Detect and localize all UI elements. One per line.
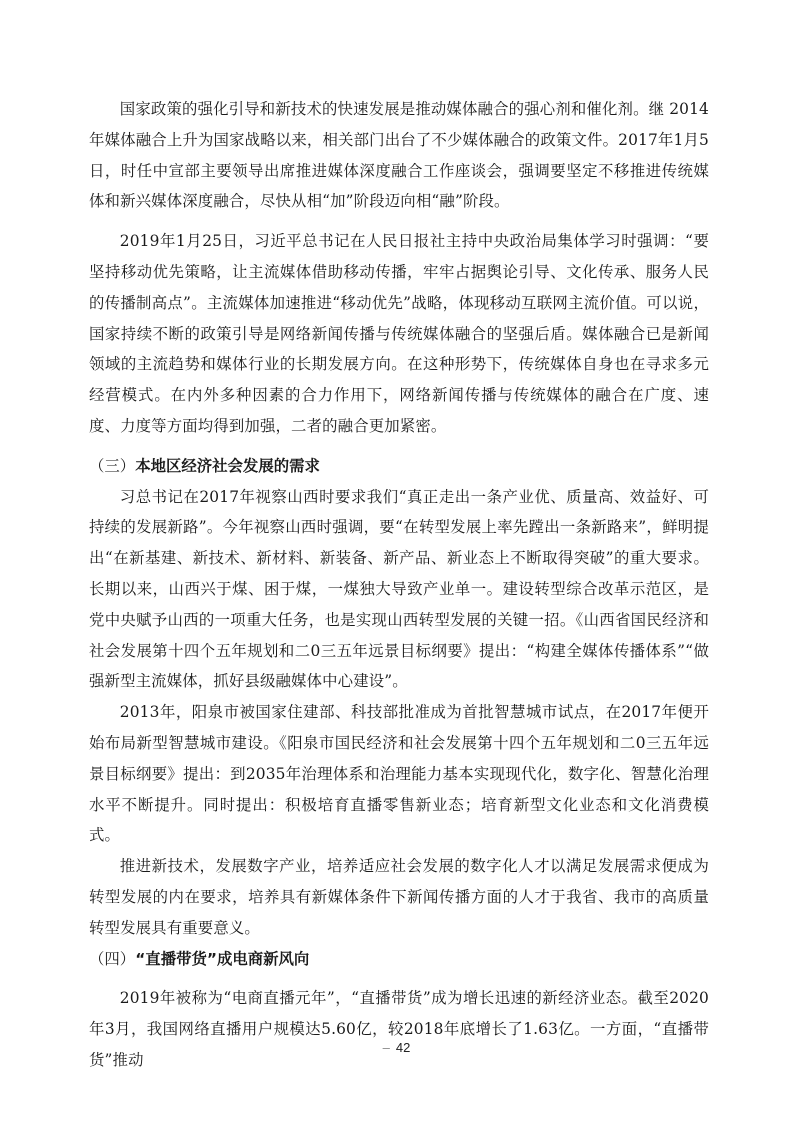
paragraph: 2019年1月25日，习近平总书记在人民日报社主持中央政治局集体学习时强调：“要坚持移动优先策略，让主流媒体借助移动传播，牢牢占据舆论引导、文化传承、服务人民的传播制高点”。主流媒体加速推进“移动优先”战略，体现移动互联网主流价值。可以说，国家持续不断的政策引导是网络新闻传播与传统媒体融合的坚强后盾。媒体融合已是新闻领域的主流趋势和媒体行业的长期发展方向。在这种形势下，传统媒体自身也在寻求多元经营模式。在内外多种因素的合力作用下，网络新闻传播与传统媒体的融合在广度、速度、力度等方面均得到加强，二者的融合更加紧密。 [89,232,709,435]
page-number-dash: – [382,1040,390,1055]
paragraph-gap [89,974,709,983]
section-heading-4 [89,944,709,975]
document-body [89,94,709,1076]
paragraph-gap [89,217,709,226]
section-number: （四） [89,949,136,968]
page-number: 42 [395,1040,411,1055]
section-title: “直播带货”成电商新风向 [135,949,310,968]
paragraph: 推进新技术，发展数字产业，培养适应社会发展的数字化人才以满足发展需求便成为转型发展的内在要求，培养具有新媒体条件下新闻传播方面的人才于我省、我市的高质量转型发展具有重要意义。 [89,857,709,937]
paragraph: 2013年，阳泉市被国家住建部、科技部批准成为首批智慧城市试点，在2017年便开始布局新型智慧城市建设。《阳泉市国民经济和社会发展第十四个五年规划和二0三五年远景目标纲要》提出：到2035年治理体系和治理能力基本实现现代化，数字化、智慧化治理水平不断提升。同时提出：积极培育直播零售新业态；培育新型文化业态和文化消费模式。 [89,703,709,845]
paragraph-gap [89,442,709,451]
section-heading-3 [89,451,709,482]
paragraph: 习总书记在2017年视察山西时要求我们“真正走出一条产业优、质量高、效益好、可持续的发展新路”。今年视察山西时强调，要“在转型发展上率先蹚出一条新路来”，鲜明提出“在新基建、新技术、新材料、新装备、新产品、新业态上不断取得突破”的重大要求。长期以来，山西兴于煤、困于煤，一煤独大导致产业单一。建设转型综合改革示范区，是党中央赋予山西的一项重大任务，也是实现山西转型发展的关键一招。《山西省国民经济和社会发展第十四个五年规划和二0三五年远景目标纲要》提出：“构建全媒体传播体系”“做强新型主流媒体，抓好县级融媒体中心建设”。 [89,487,709,691]
paragraph: 国家政策的强化引导和新技术的快速发展是推动媒体融合的强心剂和催化剂。继 2014 年媒体融合上升为国家战略以来，相关部门出台了不少媒体融合的政策文件。2017年1月5日，时任中宣部主要领导出席推进媒体深度融合工作座谈会，强调要坚定不移推进传统媒体和新兴媒体深度融合，尽快从相“加”阶段迈向相“融”阶段。 [89,100,709,211]
section-title: 本地区经济社会发展的需求 [135,456,320,475]
section-number: （三） [89,456,136,475]
paragraph: 2019年被称为“电商直播元年”，“直播带货”成为增长迅速的新经济业态。截至2020年3月，我国网络直播用户规模达5.60亿，较2018年底增长了1.63亿。一方面，“直播带货”推动 [89,989,709,1069]
page-footer [0,1040,793,1055]
